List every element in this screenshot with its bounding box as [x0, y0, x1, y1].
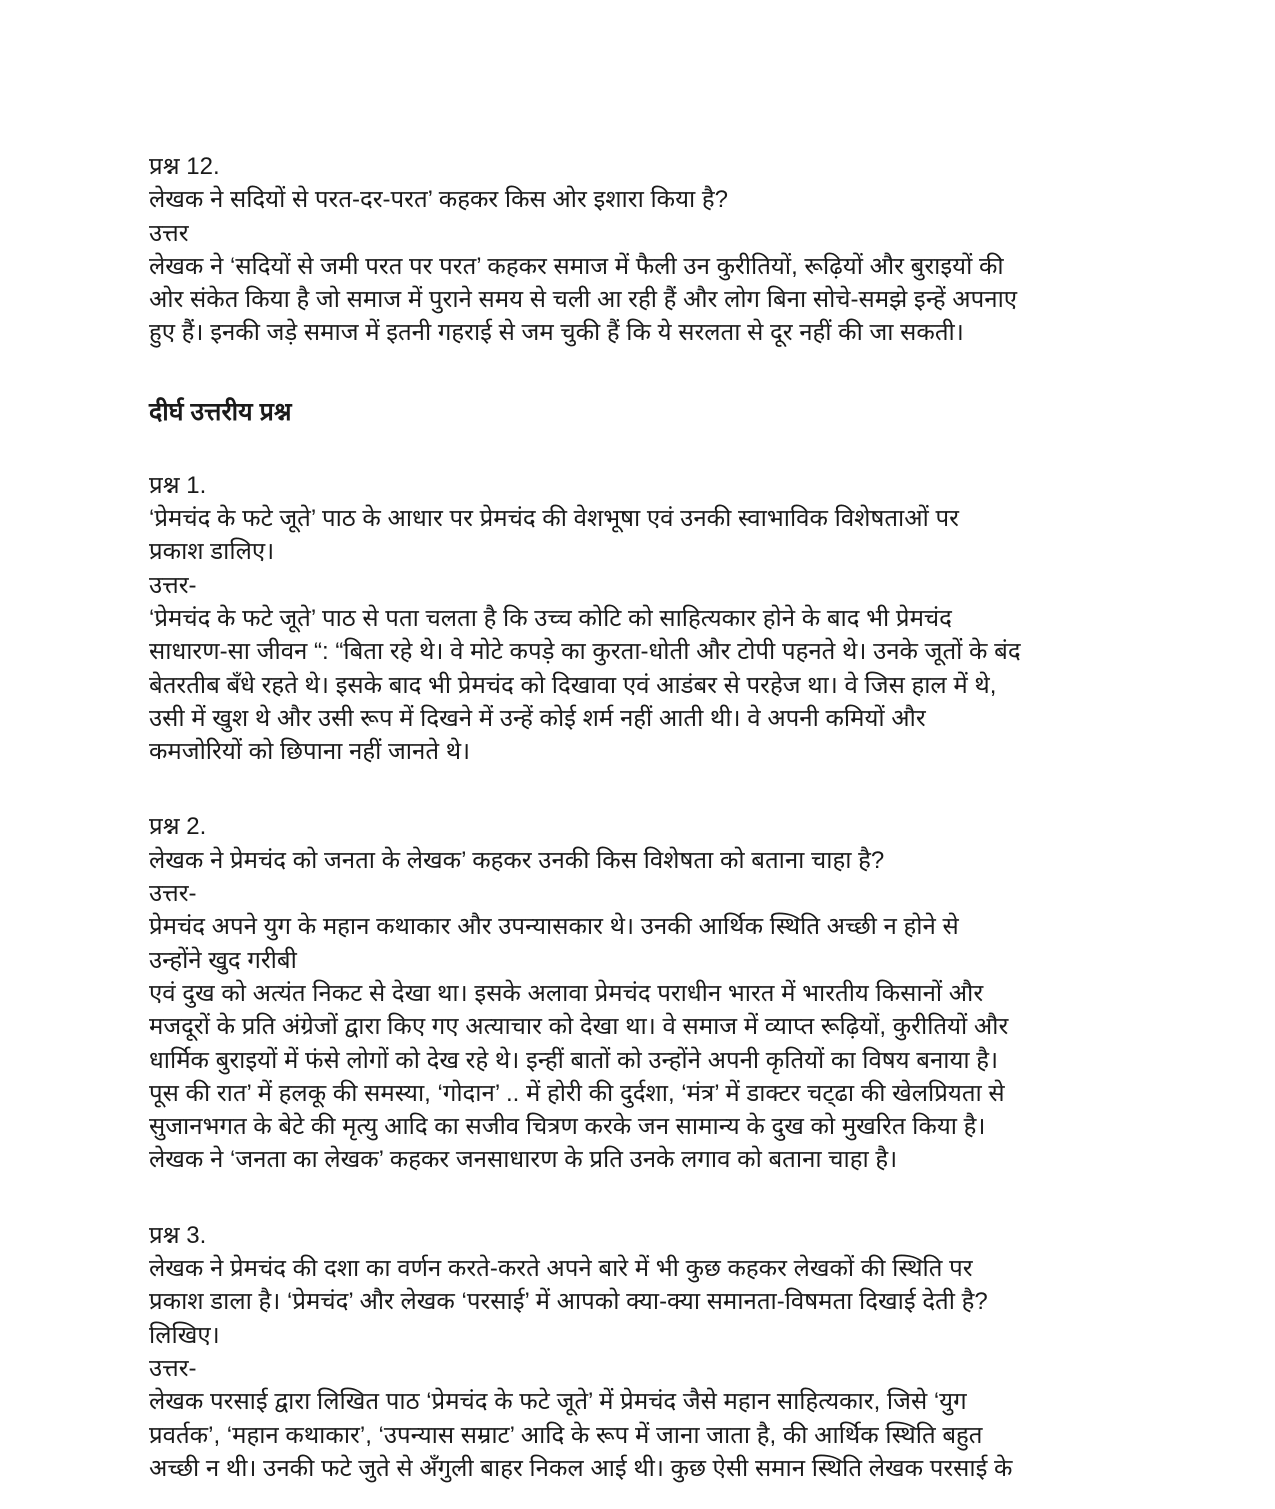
answer-text-line: धार्मिक बुराइयों में फंसे लोगों को देख रहे थे। इन्हीं बातों को उन्होंने अपनी कृतियों का विषय बनाया है।: [149, 1046, 999, 1074]
question-block-3: [149, 1219, 1149, 1485]
answer-text-line: सुजानभगत के बेटे की मृत्यु आदि का सजीव चित्रण करके जन सामान्य के दुख को मुखरित किया है।: [149, 1113, 986, 1141]
answer-text-line: साधारण-सा जीवन “: “बिता रहे थे। वे मोटे कपड़े का कुरता-धोती और टोपी पहनते थे। उनके जूतों के बंद: [149, 638, 1021, 666]
question-label: प्रश्न 2.: [149, 813, 207, 841]
long-questions: [149, 469, 1149, 1485]
section-heading: दीर्घ उत्तरीय प्रश्न: [149, 397, 292, 426]
answer-label: उत्तर-: [149, 880, 197, 908]
answer-text-line: लेखक परसाई द्वारा लिखित पाठ ‘प्रेमचंद के फटे जूते’ में प्रेमचंद जैसे महान साहित्यकार, जिसे ‘युग: [149, 1388, 967, 1416]
spacer: [149, 768, 1149, 810]
question-text-line: प्रकाश डालिए।: [149, 538, 275, 566]
question-label: प्रश्न 12.: [149, 153, 220, 180]
answer-text-line: उसी में खुश थे और उसी रूप में दिखने में उन्हें कोई शर्म नहीं आती थी। वे अपनी कमियों और: [149, 704, 926, 732]
answer-text-line: ओर संकेत किया है जो समाज में पुराने समय से चली आ रही हैं और लोग बिना सोचे-समझे इन्हें अपनाए: [149, 286, 1018, 314]
answer-text-line: लेखक ने ‘सदियों से जमी परत पर परत’ कहकर समाज में फैली उन कुरीतियों, रूढ़ियों और बुराइयों की: [149, 252, 1004, 280]
question-text-line: लिखिए।: [149, 1321, 220, 1349]
question-block-1: [149, 469, 1149, 769]
question-text-line: प्रकाश डाला है। ‘प्रेमचंद’ और लेखक ‘परसाई’ में आपको क्या-क्या समानता-विषमता दिखाई देती है?: [149, 1288, 988, 1316]
answer-text-line: ‘प्रेमचंद के फटे जूते’ पाठ से पता चलता है कि उच्च कोटि को साहित्यकार होने के बाद भी प्रेमचंद: [149, 604, 952, 632]
answer-text-line: हुए हैं। इनकी जड़े समाज में इतनी गहराई से जम चुकी हैं कि ये सरलता से दूर नहीं की जा सकती।: [149, 319, 964, 347]
answer-label: उत्तर-: [149, 571, 197, 599]
question-text-line: लेखक ने प्रेमचंद को जनता के लेखक’ कहकर उनकी किस विशेषता को बताना चाहा है?: [149, 846, 885, 874]
answer-text-line: उन्होंने खुद गरीबी: [149, 946, 297, 974]
question-text-line: ‘प्रेमचंद के फटे जूते’ पाठ के आधार पर प्रेमचंद की वेशभूषा एवं उनकी स्वाभाविक विशेषताओं पर: [149, 505, 959, 533]
question-label: प्रश्न 1.: [149, 471, 207, 499]
spacer: [149, 1177, 1149, 1219]
question-text-line: लेखक ने सदियों से परत-दर-परत’ कहकर किस ओर इशारा किया है?: [149, 186, 729, 214]
answer-text-line: पूस की रात’ में हलकू की समस्या, ‘गोदान’ .. में होरी की दुर्दशा, ‘मंत्र’ में डाक्टर चट्ढा की खेलप्रियता से: [149, 1079, 1005, 1107]
question-block-12: [149, 150, 1149, 350]
question-block-2: [149, 810, 1149, 1176]
answer-label: उत्तर-: [149, 1354, 197, 1382]
answer-text-line: कमजोरियों को छिपाना नहीं जानते थे।: [149, 738, 471, 766]
document-page: [149, 150, 1149, 1485]
answer-text-line: प्रवर्तक’, ‘महान कथाकार’, ‘उपन्यास सम्राट’ आदि के रूप में जाना जाता है, की आर्थिक स्थिति बहुत: [149, 1421, 983, 1449]
answer-text-line: लेखक ने ‘जनता का लेखक’ कहकर जनसाधारण के प्रति उनके लगाव को बताना चाहा है।: [149, 1146, 898, 1174]
question-text-line: लेखक ने प्रेमचंद की दशा का वर्णन करते-करते अपने बारे में भी कुछ कहकर लेखकों की स्थिति पर: [149, 1255, 973, 1283]
answer-text-line: प्रेमचंद अपने युग के महान कथाकार और उपन्यासकार थे। उनकी आर्थिक स्थिति अच्छी न होने से: [149, 913, 959, 941]
answer-text-line: अच्छी न थी। उनकी फटे जुते से अँगुली बाहर निकल आई थी। कुछ ऐसी समान स्थिति लेखक परसाई के: [149, 1454, 1013, 1482]
answer-text-line: एवं दुख को अत्यंत निकट से देखा था। इसके अलावा प्रेमचंद पराधीन भारत में भारतीय किसानों और: [149, 979, 984, 1007]
answer-text-line: मजदूरों के प्रति अंग्रेजों द्वारा किए गए अत्याचार को देखा था। वे समाज में व्याप्त रूढ़ियों, कुरीतियों और: [149, 1013, 1009, 1041]
question-label: प्रश्न 3.: [149, 1221, 207, 1249]
answer-label: उत्तर: [149, 219, 189, 247]
answer-text-line: बेतरतीब बँधे रहते थे। इसके बाद भी प्रेमचंद को दिखावा एवं आडंबर से परहेज था। वे जिस हाल में थे,: [149, 671, 997, 699]
